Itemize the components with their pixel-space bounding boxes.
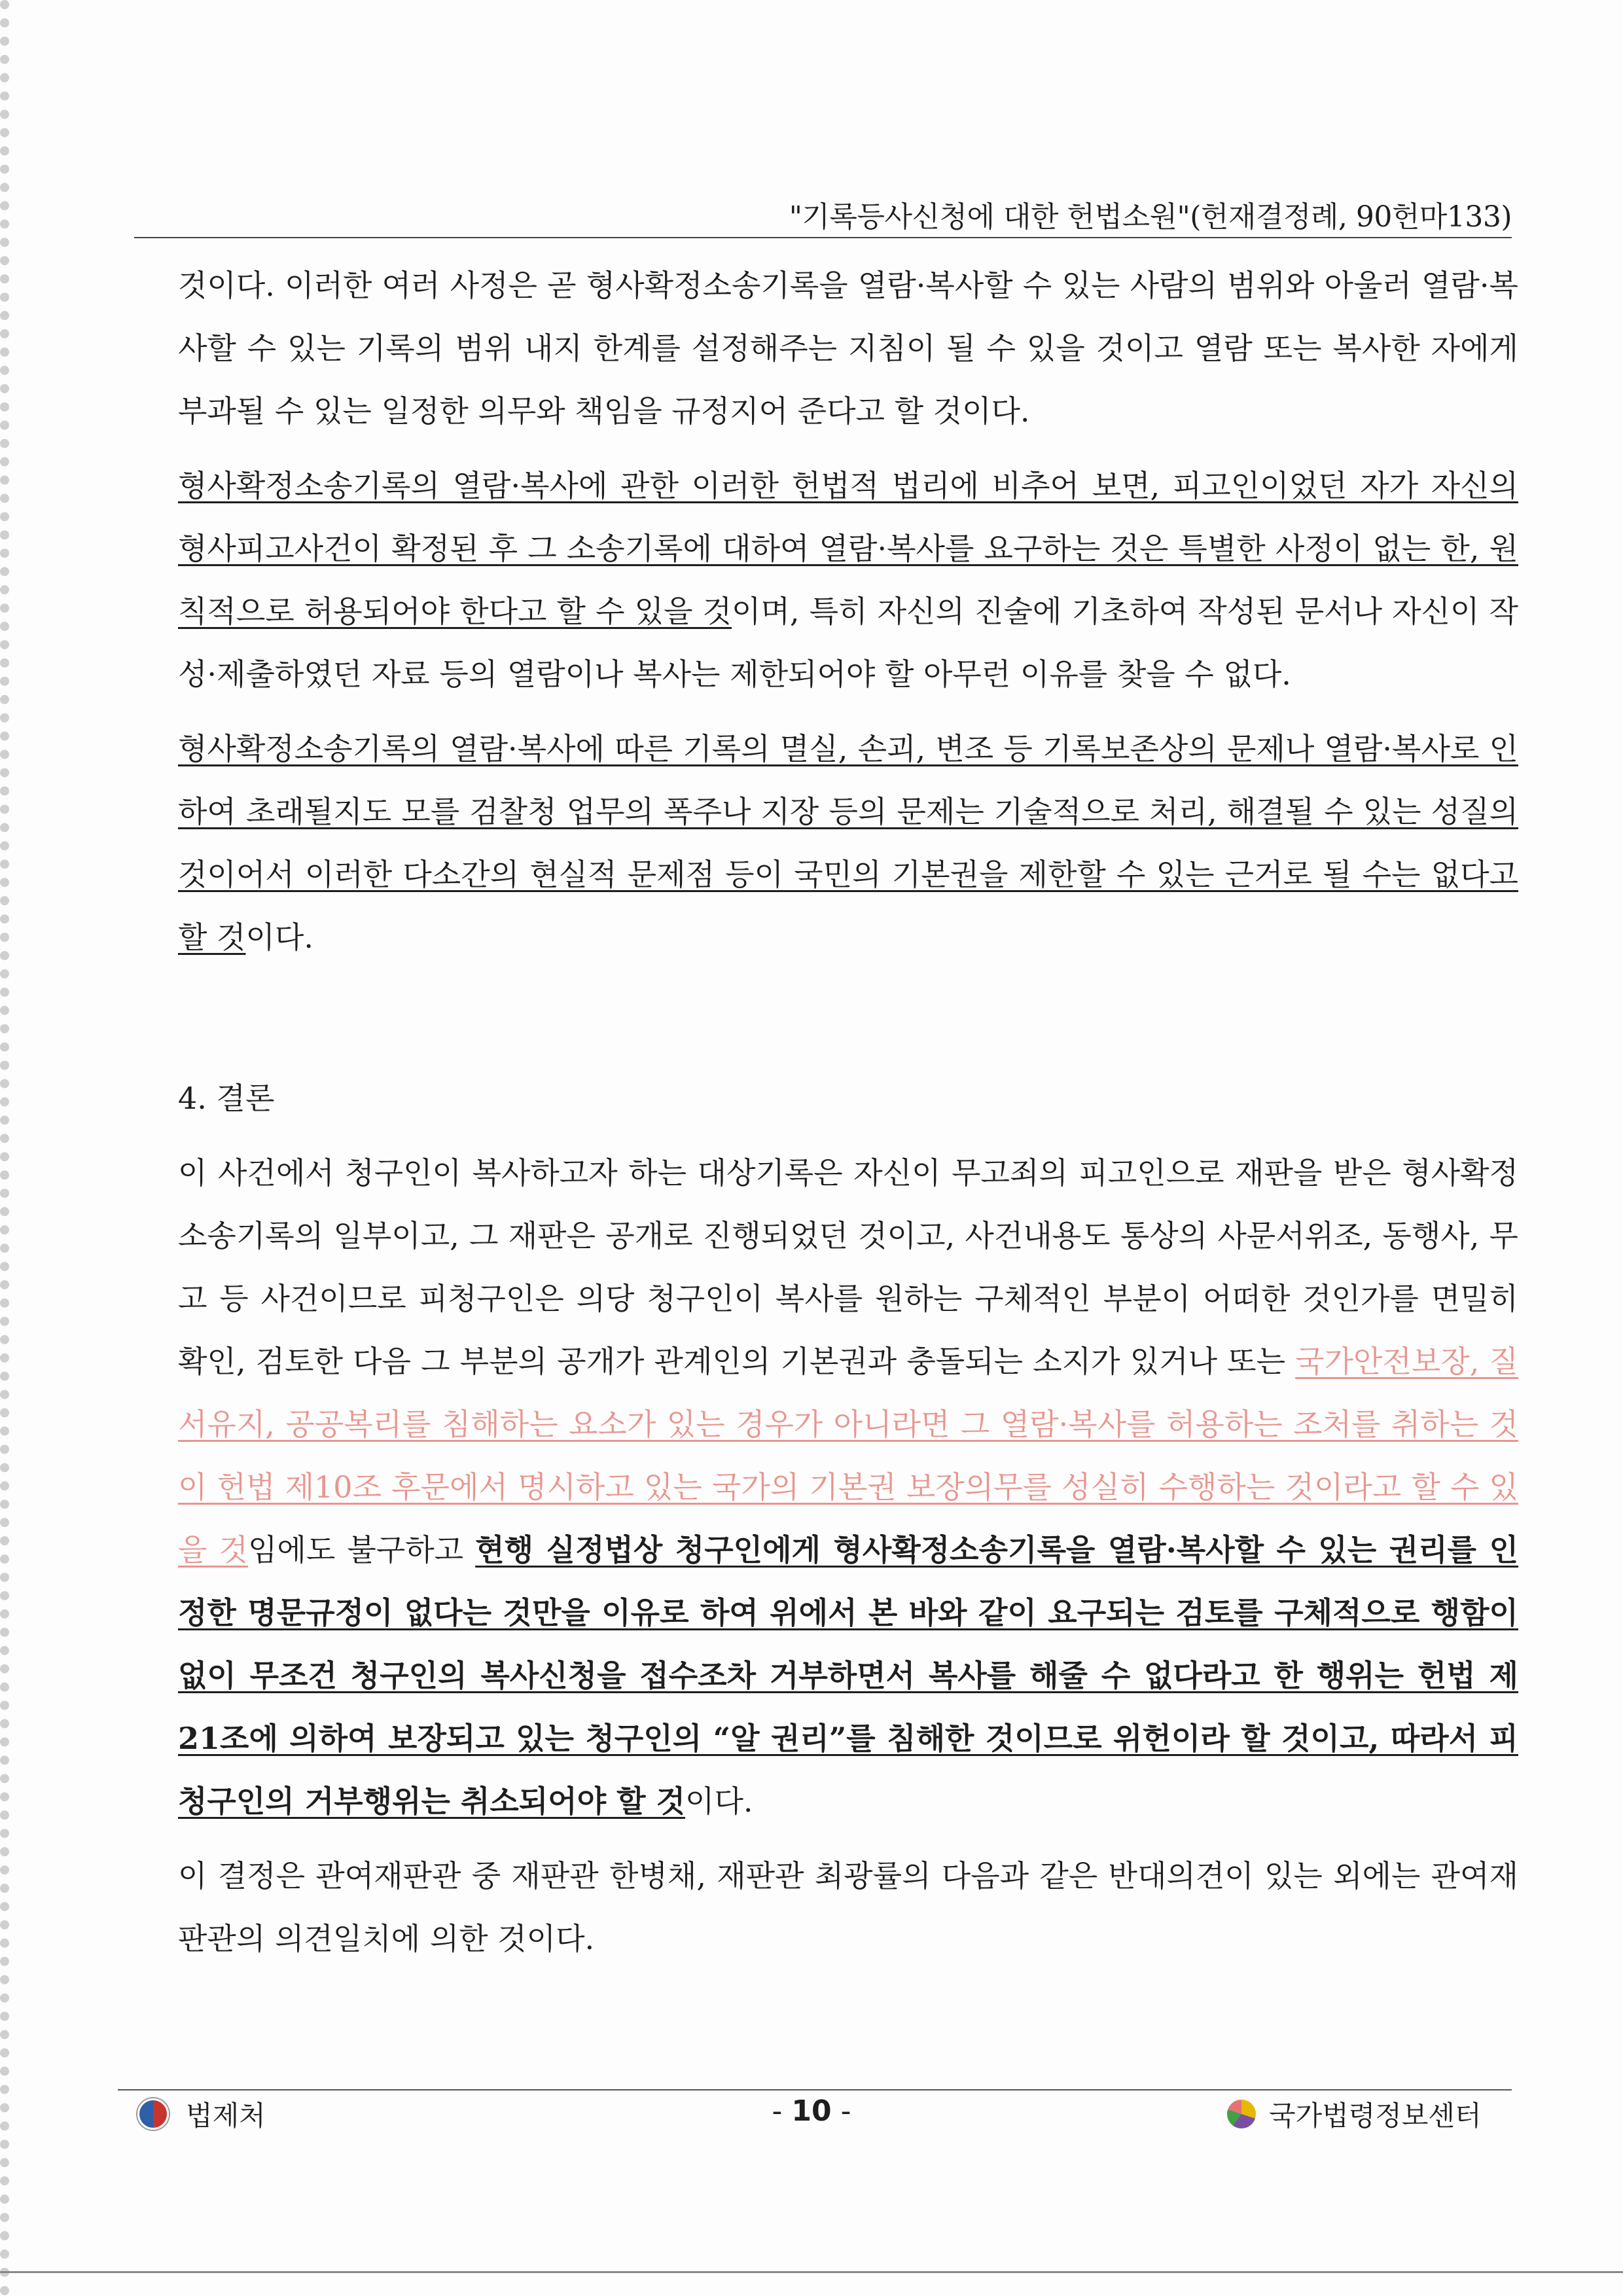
footer-right [1227,2094,1482,2134]
paragraph-4-red-highlight: 국가안전보장, 질서유지, 공공복리를 침해하는 요소가 있는 경우가 아니라면 그 열람·복사를 허용하는 조처를 취하는 것이 헌법 제10조 후문에서 명시하고 있는 국가의 기본권 보장의무를 성실히 수행하는 것이라고 할 수 있을 것 [178,1344,1518,1568]
paragraph-3-underlined: 형사확정소송기록의 열람·복사에 따른 기록의 멸실, 손괴, 변조 등 기록보존상의 문제나 열람·복사로 인하여 초래될지도 모를 검찰청 업무의 폭주나 지장 등의 문제는 기술적으로 처리, 해결될 수 있는 성질의 것이어서 이러한 다소간의 현실적 문제점 등이 국민의 기본권을 제한할 수 있는 근거로 될 수는 없다고 할 것 [178,731,1518,955]
paragraph-2-rest: 이며, 특히 자신의 진술에 기초하여 작성된 문서나 자신이 작성·제출하였던 자료 등의 열람이나 복사는 제한되어야 할 아무런 이유를 찾을 수 없다. [178,594,1518,692]
footer-page-number [746,2094,877,2128]
footer-divider [118,2089,1512,2090]
page-number: 10 [791,2094,832,2128]
paragraph-4 [178,1141,1518,1833]
document-body [178,254,1518,1982]
paragraph-4-end: 이다. [685,1784,753,1819]
paragraph-4-mid: 임에도 불구하고 [247,1532,476,1568]
running-header: "기록등사신청에 대한 헌법소원"(헌재결정례, 90헌마133) [789,200,1512,234]
footer-left-org: 법제처 [186,2100,266,2132]
paragraph-2 [178,454,1518,706]
footer-right-org: 국가법령정보센터 [1269,2100,1482,2132]
scan-edge [0,0,59,2296]
paragraph-4-plain: 이 사건에서 청구인이 복사하고자 하는 대상기록은 자신이 무고죄의 피고인으로 재판을 받은 형사확정소송기록의 일부이고, 그 재판은 공개로 진행되었던 것이고, 사건내용도 통상의 사문서위조, 동행사, 무고 등 사건이므로 피청구인은 의당 청구인이 복사를 원하는 구체적인 부분이 어떠한 것인가를 면밀히 확인, 검토한 다음 그 부분의 공개가 관계인의 기본권과 충돌되는 소지가 있거나 또는 [178,1155,1518,1379]
paragraph-5: 이 결정은 관여재판관 중 재판관 한병채, 재판관 최광률의 다음과 같은 반대의견이 있는 외에는 관여재판관의 의견일치에 의한 것이다. [178,1858,1518,1956]
paragraph-3 [178,717,1518,969]
paragraph-3-rest: 이다. [245,920,313,955]
paragraph-2-underlined: 형사확정소송기록의 열람·복사에 관한 이러한 헌법적 법리에 비추어 보면, 피고인이었던 자가 자신의 형사피고사건이 확정된 후 그 소송기록에 대하여 열람·복사를 요구하는 것은 특별한 사정이 없는 한, 원칙적으로 허용되어야 한다고 할 수 있을 것 [178,468,1518,629]
page-dash-left: - [772,2094,783,2128]
nlic-emblem-icon [1227,2100,1256,2128]
page-dash-right: - [840,2094,851,2128]
moleg-emblem-icon [137,2098,169,2130]
paragraph-1: 것이다. 이러한 여러 사정은 곧 형사확정소송기록을 열람·복사할 수 있는 사람의 범위와 아울러 열람·복사할 수 있는 기록의 범위 내지 한계를 설정해주는 지침이 될 수 있을 것이고 열람 또는 복사한 자에게 부과될 수 있는 일정한 의무와 책임을 규정지어 준다고 할 것이다. [178,268,1518,429]
footer-left [137,2094,266,2134]
header-divider [134,237,1512,238]
scan-bottom-edge [0,2271,1623,2273]
section-heading-conclusion: 4. 결론 [178,1081,275,1116]
paragraph-4-bold-underlined: 현행 실정법상 청구인에게 형사확정소송기록을 열람·복사할 수 있는 권리를 인정한 명문규정이 없다는 것만을 이유로 하여 위에서 본 바와 같이 요구되는 검토를 구체적으로 행함이 없이 무조건 청구인의 복사신청을 접수조차 거부하면서 복사를 해줄 수 없다라고 한 행위는 헌법 제21조에 의하여 보장되고 있는 청구인의 “알 권리”를 침해한 것이므로 위헌이라 할 것이고, 따라서 피청구인의 거부행위는 취소되어야 할 것 [178,1532,1519,1819]
